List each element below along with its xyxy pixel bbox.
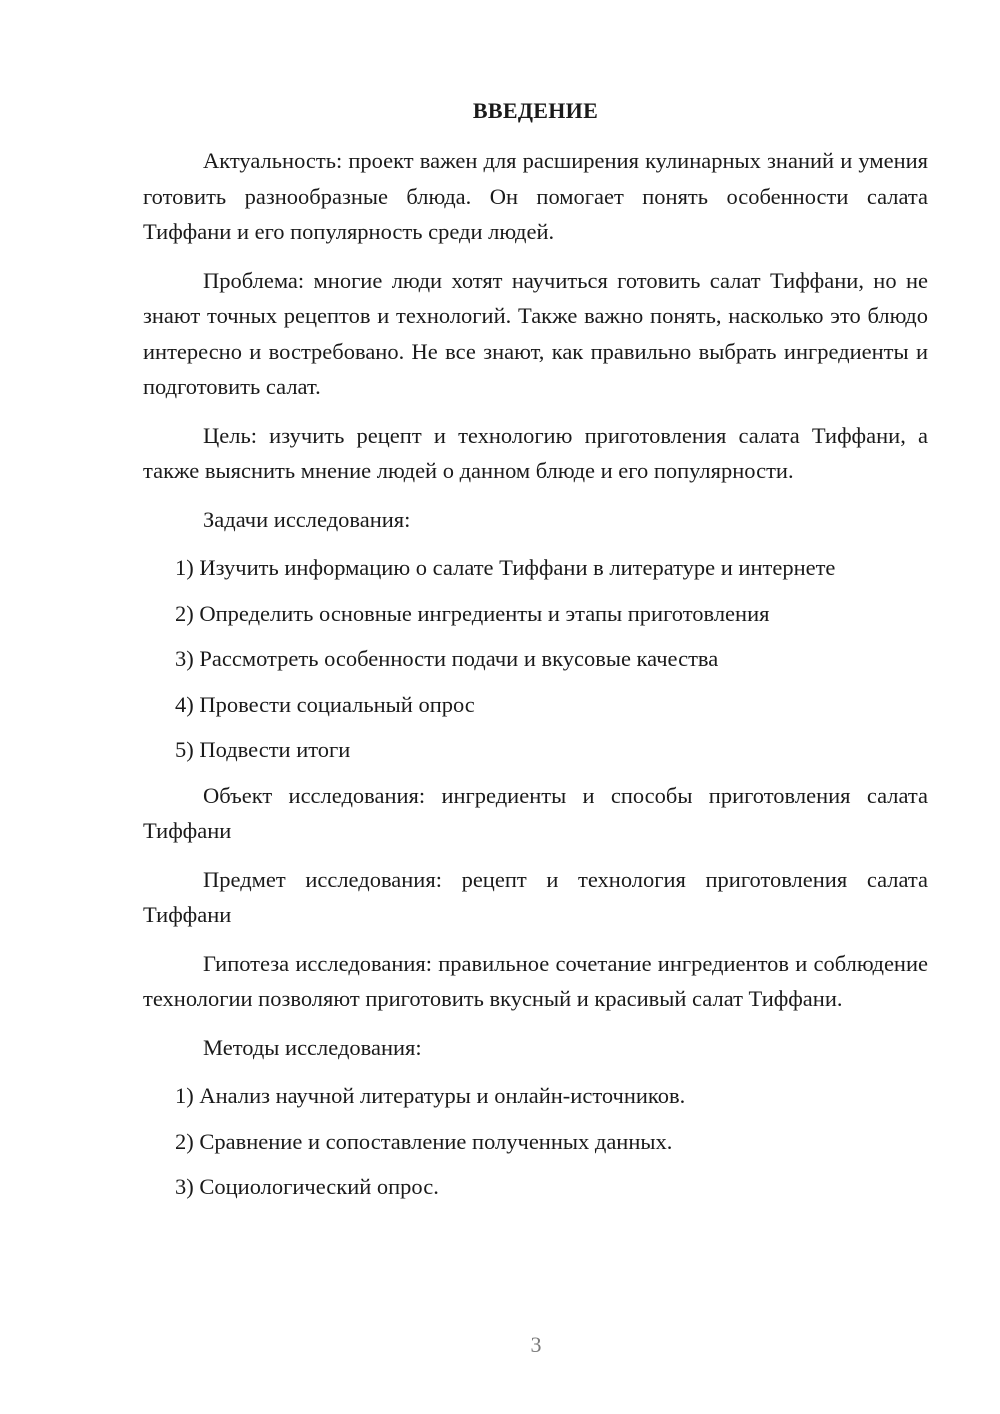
- method-item-2: 2) Сравнение и сопоставление полученных данных.: [175, 1128, 673, 1154]
- problem-paragraph: Проблема: многие люди хотят научиться готовить салат Тиффани, но не знают точных рецептов и технологий. Также важно понять, насколько это блюдо интересно и востребовано. Не все знают, как правильно выбрать ингредиенты и подготовить салат.: [143, 267, 928, 399]
- page-content: [143, 96, 928, 1215]
- object-paragraph: Объект исследования: ингредиенты и способы приготовления салата Тиффани: [143, 782, 928, 843]
- hypothesis-paragraph: Гипотеза исследования: правильное сочетание ингредиентов и соблюдение технологии позволяют приготовить вкусный и красивый салат Тиффани.: [143, 950, 928, 1011]
- task-item-5: 5) Подвести итоги: [175, 737, 351, 762]
- section-heading: ВВЕДЕНИЕ: [472, 98, 599, 123]
- relevance-paragraph: Актуальность: проект важен для расширения кулинарных знаний и умения готовить разнообразные блюда. Он помогает понять особенности салата Тиффани и его популярность среди людей.: [143, 148, 928, 244]
- subject-paragraph: Предмет исследования: рецепт и технология приготовления салата Тиффани: [143, 866, 928, 927]
- goal-paragraph: Цель: изучить рецепт и технологию приготовления салата Тиффани, а также выяснить мнение людей о данном блюде и его популярности.: [143, 422, 928, 483]
- task-item-4: 4) Провести социальный опрос: [175, 691, 475, 717]
- methods-title: Методы исследования:: [203, 1034, 422, 1060]
- task-item-2: 2) Определить основные ингредиенты и этапы приготовления: [175, 600, 770, 626]
- method-item-1: 1) Анализ научной литературы и онлайн-источников.: [175, 1083, 686, 1108]
- tasks-title: Задачи исследования:: [203, 506, 411, 532]
- methods-list: [143, 1078, 928, 1204]
- task-item-1: 1) Изучить информацию о салате Тиффани в литературе и интернете: [175, 555, 836, 580]
- method-item-3: 3) Социологический опрос.: [175, 1174, 439, 1199]
- task-item-3: 3) Рассмотреть особенности подачи и вкусовые качества: [175, 646, 719, 671]
- page-number: 3: [530, 1332, 542, 1357]
- tasks-list: [143, 550, 928, 767]
